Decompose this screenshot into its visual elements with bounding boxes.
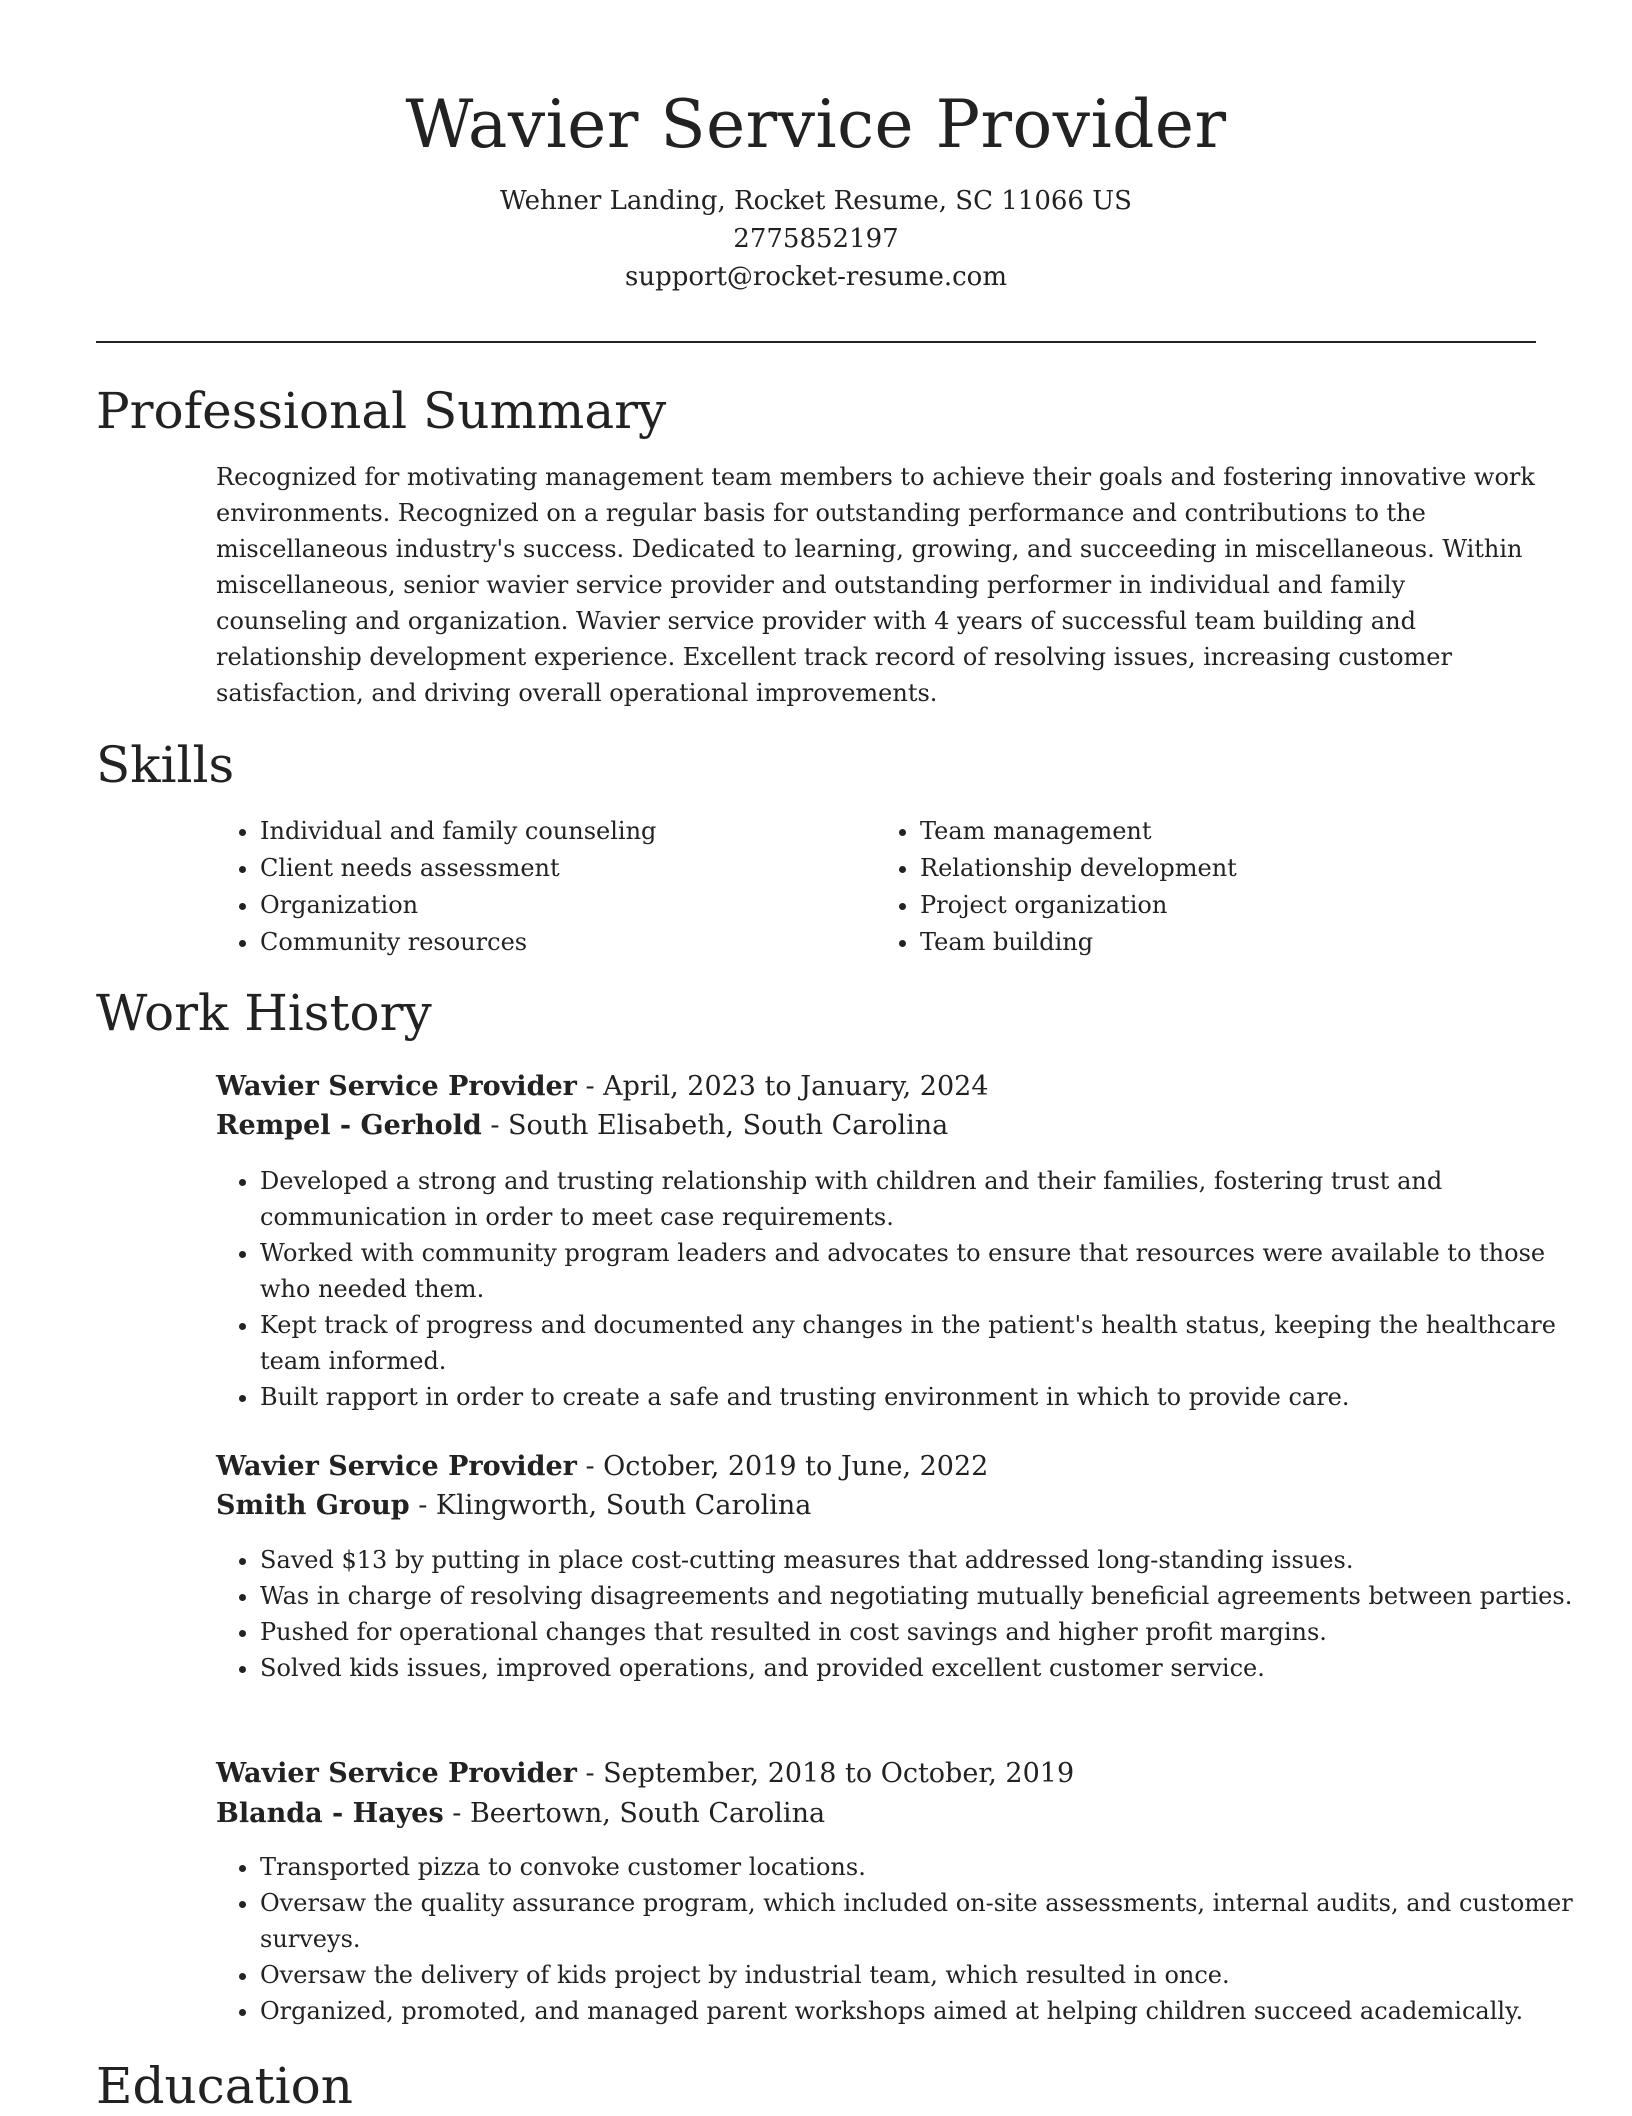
resume-header	[0, 80, 1632, 296]
job-title-line	[216, 1754, 1074, 1794]
job-bullet: • Saved $13 by putting in place cost-cutting measures that addressed long-standing issues.	[260, 1542, 1580, 1578]
job-bullet: • Oversaw the delivery of kids project by industrial team, which resulted in once.	[260, 1957, 1580, 1993]
job-location: - South Elisabeth, South Carolina	[481, 1110, 949, 1141]
summary-heading: Professional Summary	[96, 382, 667, 440]
candidate-name: Wavier Service Provider	[405, 86, 1227, 163]
job-bullets	[216, 1849, 1580, 2029]
skills-list	[216, 813, 1536, 961]
skill-item: • Individual and family counseling	[260, 813, 876, 850]
job-bullet: • Oversaw the quality assurance program, which included on-site assessments, internal audits, and customer surveys.	[260, 1885, 1580, 1957]
education-heading: Education	[96, 2057, 353, 2115]
job-company-line	[216, 1486, 811, 1526]
skills-column-right	[876, 813, 1536, 961]
job-company: Rempel - Gerhold	[216, 1110, 482, 1141]
job-bullet: • Organized, promoted, and managed parent workshops aimed at helping children succeed academically.	[260, 1993, 1580, 2029]
job-bullet: • Solved kids issues, improved operations, and provided excellent customer service.	[260, 1650, 1580, 1686]
job-bullet: • Pushed for operational changes that resulted in cost savings and higher profit margins.	[260, 1614, 1580, 1650]
skill-item: • Project organization	[920, 887, 1536, 924]
contact-email: support@rocket-resume.com	[624, 262, 1007, 292]
work-history-heading: Work History	[96, 984, 432, 1042]
job-bullet: • Transported pizza to convoke customer locations.	[260, 1849, 1580, 1885]
header-divider	[96, 341, 1536, 343]
job-position: Wavier Service Provider	[216, 1451, 577, 1482]
contact-address: Wehner Landing, Rocket Resume, SC 11066 US	[500, 186, 1132, 216]
job-dates: - September, 2018 to October, 2019	[576, 1758, 1075, 1789]
job-location: - Beertown, South Carolina	[443, 1798, 826, 1829]
job-position: Wavier Service Provider	[216, 1071, 577, 1102]
skills-heading: Skills	[96, 736, 235, 794]
job-dates: - October, 2019 to June, 2022	[576, 1451, 989, 1482]
contact-phone: 2775852197	[733, 224, 899, 254]
job-company-line	[216, 1794, 825, 1834]
job-bullet: • Was in charge of resolving disagreements and negotiating mutually beneficial agreements between parties.	[260, 1578, 1580, 1614]
skill-item: • Team management	[920, 813, 1536, 850]
summary-text: Recognized for motivating management team members to achieve their goals and fostering innovative work environments. Recognized on a regular basis for outstanding performance and contributions to the miscellaneous industry's success. Dedicated to learning, growing, and succeeding in miscellaneous. Within miscellaneous, senior wavier service provider and outstanding performer in individual and family counseling and organization. Wavier service provider with 4 years of successful team building and relationship development experience. Excellent track record of resolving issues, increasing customer satisfaction, and driving overall operational improvements.	[216, 463, 1535, 707]
job-title-line	[216, 1067, 989, 1107]
skill-item: • Organization	[260, 887, 876, 924]
job-bullets	[216, 1163, 1580, 1415]
skill-item: • Community resources	[260, 924, 876, 961]
job-position: Wavier Service Provider	[216, 1758, 577, 1789]
job-title-line	[216, 1447, 988, 1487]
skill-item: • Relationship development	[920, 850, 1536, 887]
job-location: - Klingworth, South Carolina	[409, 1490, 812, 1521]
job-company: Smith Group	[216, 1490, 410, 1521]
job-bullet: • Kept track of progress and documented any changes in the patient's health status, keeping the healthcare team informed.	[260, 1307, 1580, 1379]
skill-item: • Team building	[920, 924, 1536, 961]
job-bullets	[216, 1542, 1580, 1686]
job-dates: - April, 2023 to January, 2024	[576, 1071, 989, 1102]
skill-item: • Client needs assessment	[260, 850, 876, 887]
job-company: Blanda - Hayes	[216, 1798, 444, 1829]
job-bullet: • Built rapport in order to create a safe and trusting environment in which to provide care.	[260, 1379, 1580, 1415]
job-bullet: • Developed a strong and trusting relationship with children and their families, fostering trust and communication in order to meet case requirements.	[260, 1163, 1580, 1235]
job-bullet: • Worked with community program leaders and advocates to ensure that resources were available to those who needed them.	[260, 1235, 1580, 1307]
job-company-line	[216, 1106, 948, 1146]
skills-column-left	[216, 813, 876, 961]
